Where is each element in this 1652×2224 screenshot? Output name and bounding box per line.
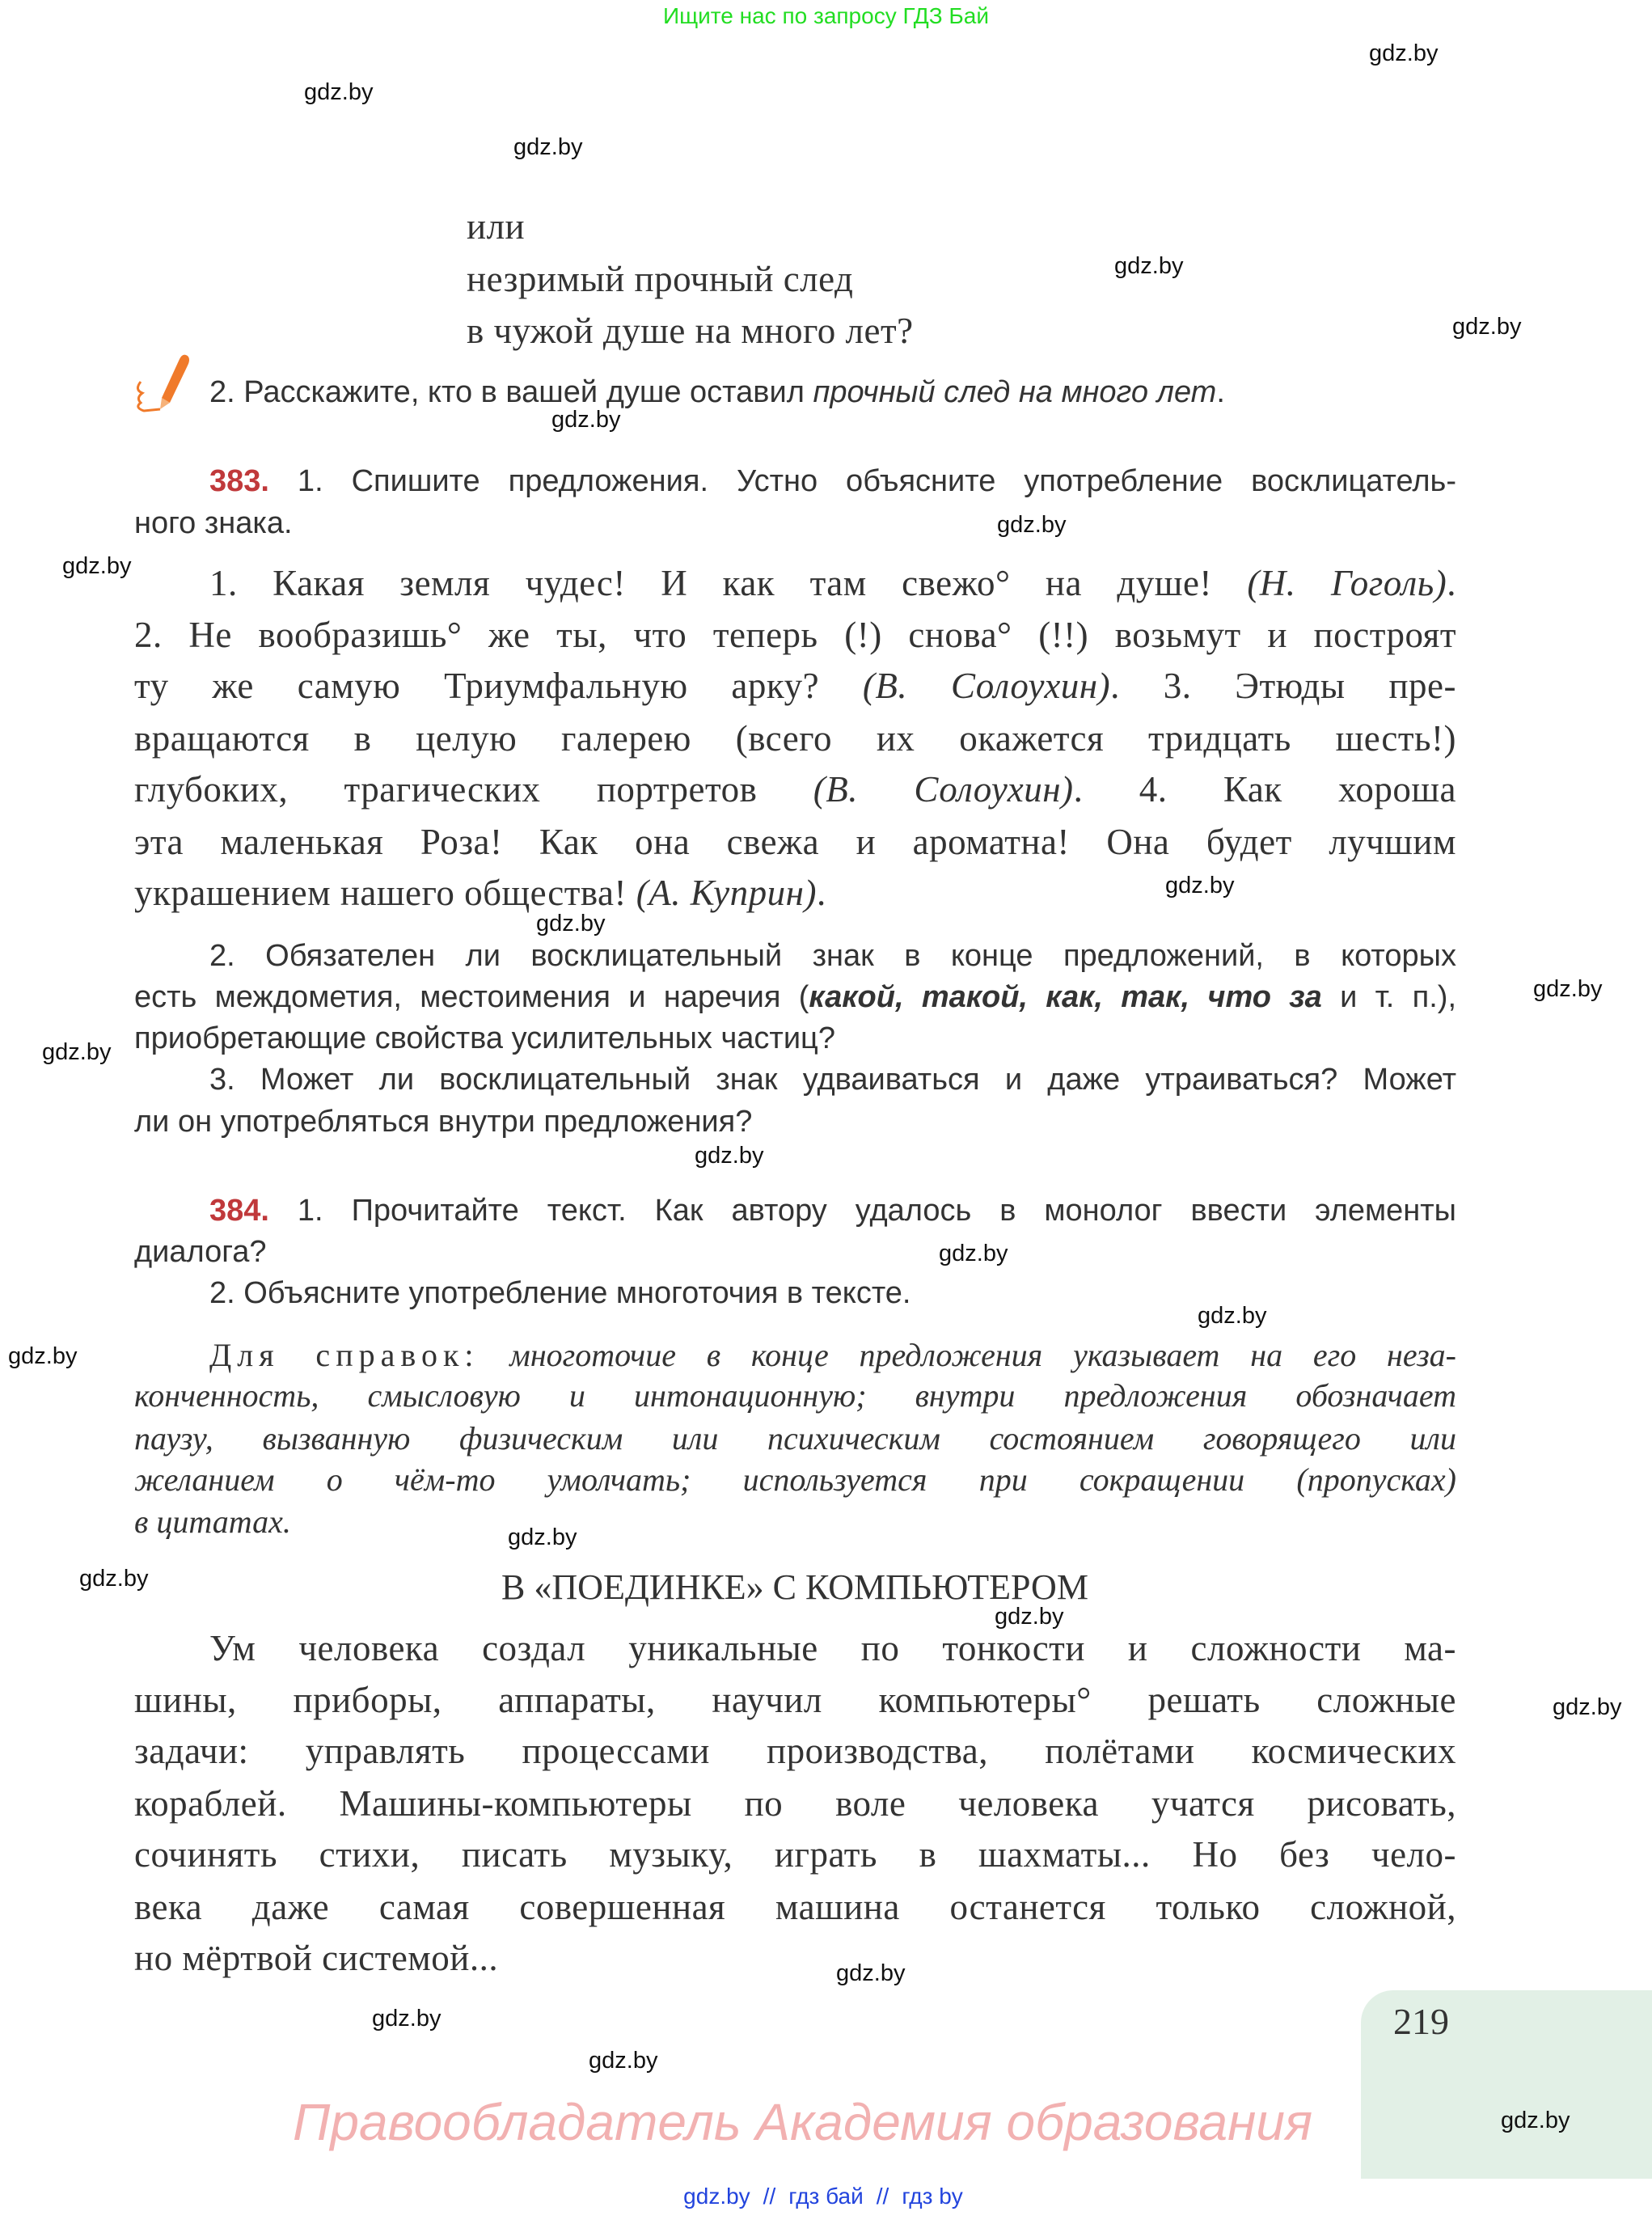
reference-note-line [134,1498,1456,1546]
poem-line: в чужой душе на много лет? [467,311,914,351]
exercise-instruction-line [209,1269,1456,1317]
footer-link-gdz-by[interactable]: gdz.by [683,2184,750,2209]
footer-link-gdz-by-ru[interactable]: гдз by [902,2184,963,2209]
site-watermark: gdz.by [1452,314,1522,340]
site-watermark: gdz.by [62,553,132,579]
text-segment: 2. Расскажите, кто в вашей душе оставил [209,375,813,409]
text-segment: 2. Обязателен ли восклицательный знак в конце предложений, в которых [209,939,1456,973]
pencil-writing-icon [129,349,194,414]
text-segment: Ум человека создал уникальные по тонкости и сложности ма- [209,1628,1456,1668]
footer-links [0,2184,1646,2209]
task-2-tell [209,368,1456,416]
text-segment: диалога? [134,1235,267,1269]
poem-line: или [467,206,526,247]
text-segment: 2. Объясните употребление многоточия в тексте. [209,1276,911,1310]
text-segment: ного знака. [134,506,293,540]
text-segment: задачи: управлять процессами производства, полётами космических [134,1731,1456,1771]
example-text-line [134,611,1456,659]
example-text-line [134,662,1456,710]
reading-text-line [209,1624,1456,1672]
text-segment: конченность, смысловую и интонационную; внутри предложения обозначает [134,1377,1456,1414]
exercise-instruction-line [134,499,1456,548]
site-watermark: gdz.by [8,1343,78,1369]
text-segment: и т. п.), [1321,980,1457,1014]
text-segment: 1. Какая земля чудес! И как там свежо° на душе! [209,563,1248,603]
site-watermark: gdz.by [42,1039,112,1065]
text-segment: эта маленькая Роза! Как она свежа и ароматна! Она будет лучшим [134,822,1456,862]
text-segment: (В. Солоухин) [862,666,1111,706]
site-watermark: gdz.by [79,1566,149,1592]
text-segment: в цитатах. [134,1503,291,1540]
reading-text-line [134,1934,1456,1982]
site-watermark: gdz.by [551,407,621,433]
example-text-line [134,714,1456,763]
footer-separator: // [763,2184,776,2209]
text-segment: (Н. Гоголь) [1247,563,1447,603]
question-line [209,1055,1456,1104]
text-segment: кораблей. Машины-компьютеры по воле человека учатся рисовать, [134,1783,1456,1824]
text-segment: . [1216,375,1225,409]
text-segment: но мёртвой системой... [134,1938,499,1978]
text-segment: есть междометия, местоимения и наречия ( [134,980,809,1014]
site-watermark: gdz.by [1501,2108,1570,2133]
site-watermark: gdz.by [508,1524,577,1550]
reading-text-line [134,1830,1456,1879]
site-watermark: gdz.by [1553,1694,1622,1720]
text-segment: ли он употребляться внутри предложения? [134,1105,753,1139]
text-segment: глубоких, трагических портретов [134,769,813,810]
site-watermark: gdz.by [1198,1303,1267,1329]
reference-note-line [134,1372,1456,1420]
text-segment: . 3. Этюды пре- [1110,666,1457,706]
site-watermark: gdz.by [536,911,606,937]
text-segment: какой, такой, как, так, что за [809,980,1322,1014]
reading-text-line [134,1727,1456,1775]
question-line [134,1097,1456,1146]
site-watermark: gdz.by [513,134,583,160]
site-watermark: gdz.by [1533,976,1603,1002]
site-watermark: gdz.by [695,1143,764,1169]
text-segment: века даже самая совершенная машина останется только сложной, [134,1887,1456,1927]
text-segment: 1. Прочитайте текст. Как автору удалось в монолог ввести элементы [268,1194,1456,1228]
site-watermark: gdz.by [589,2048,658,2074]
site-watermark: gdz.by [836,1960,906,1986]
site-watermark: gdz.by [1114,253,1184,279]
example-text-line [134,765,1456,814]
text-segment: сочинять стихи, писать музыку, играть в шахматы... Но без чело- [134,1834,1456,1875]
site-watermark: gdz.by [997,512,1067,538]
text-segment: вращаются в целую галерею (всего их окажется тридцать шесть!) [134,718,1456,759]
page-number: 219 [1393,2001,1449,2042]
site-watermark: gdz.by [1369,40,1439,66]
text-segment: шины, приборы, аппараты, научил компьютеры° решать сложные [134,1680,1456,1720]
text-segment: (В. Солоухин) [813,769,1074,810]
text-segment: . [816,873,826,913]
search-notice: Ищите нас по запросу ГДЗ Бай [662,3,990,28]
exercise-number: 383. [209,464,269,498]
text-segment: многоточие в конце предложения указывает на его неза- [479,1337,1457,1373]
site-watermark: gdz.by [372,2006,442,2032]
text-segment: 3. Может ли восклицательный знак удваиваться и даже утраиваться? Может [209,1063,1456,1097]
example-text-line [209,559,1456,607]
page-number-box [1361,1990,1652,2179]
reading-text-line [134,1779,1456,1828]
text-segment: Для справок: [209,1337,480,1373]
site-watermark: gdz.by [939,1241,1008,1266]
text-segment: 2. Не вообразишь° же ты, что теперь (!) снова° (!!) возьмут и построят [134,615,1456,655]
reading-text-line [134,1676,1456,1724]
exercise-instruction-line [209,457,1456,505]
example-text-line [134,869,1456,917]
text-segment: желанием о чём-то умолчать; используется при сокращении (пропусках) [134,1461,1456,1498]
text-segment: украшением нашего общества! [134,873,636,913]
text-segment: прочный след на много лет [813,375,1217,409]
text-segment: ту же самую Триумфальную арку? [134,666,863,706]
text-segment: (А. Куприн) [636,873,817,913]
poem-line: незримый прочный след [467,259,854,299]
text-segment: приобретающие свойства усилительных частиц? [134,1021,835,1055]
example-text-line [134,818,1456,866]
exercise-number: 384. [209,1194,269,1228]
footer-separator: // [876,2184,889,2209]
text-segment: . [1447,563,1456,603]
rights-watermark: Правообладатель Академия образования [293,2093,1313,2151]
site-watermark: gdz.by [995,1604,1064,1630]
text-segment: 1. Спишите предложения. Устно объясните употребление восклицатель- [268,464,1456,498]
text-segment: . 4. Как хороша [1073,769,1457,810]
reading-text-line [134,1883,1456,1931]
text-title: В «ПОЕДИНКЕ» С КОМПЬЮТЕРОМ [501,1567,1088,1607]
footer-link-gdz-bai[interactable]: гдз бай [788,2184,864,2209]
reference-note-line [134,1456,1456,1504]
text-segment: паузу, вызванную физическим или психическим состоянием говорящего или [134,1420,1456,1457]
site-watermark: gdz.by [304,79,374,105]
site-watermark: gdz.by [1165,873,1235,898]
